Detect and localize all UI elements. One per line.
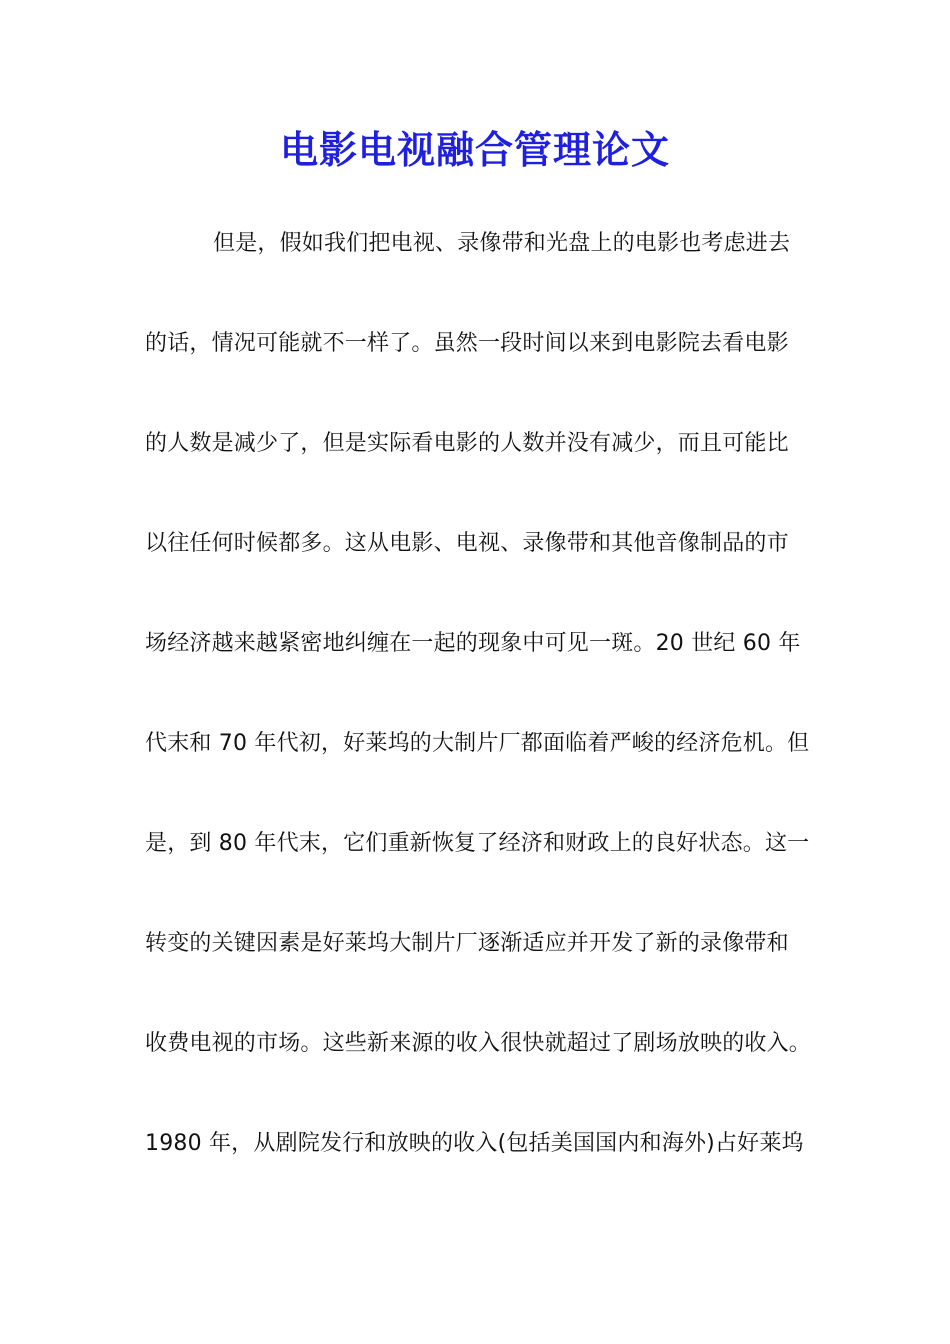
paragraph-line: 代末和 70 年代初，好莱坞的大制片厂都面临着严峻的经济危机。但 xyxy=(145,731,810,756)
document-body xyxy=(145,222,825,1222)
paragraph-line: 场经济越来越紧密地纠缠在一起的现象中可见一斑。20 世纪 60 年 xyxy=(145,631,801,656)
paragraph-line: 是，到 80 年代末，它们重新恢复了经济和财政上的良好状态。这一 xyxy=(145,831,810,856)
paragraph-line: 的话，情况可能就不一样了。虽然一段时间以来到电影院去看电影 xyxy=(145,331,789,356)
document-title: 电影电视融合管理论文 xyxy=(279,127,670,172)
paragraph-line: 收费电视的市场。这些新来源的收入很快就超过了剧场放映的收入。 xyxy=(145,1031,812,1056)
paragraph-line: 转变的关键因素是好莱坞大制片厂逐渐适应并开发了新的录像带和 xyxy=(145,931,789,956)
paragraph-line: 以往任何时候都多。这从电影、电视、录像带和其他音像制品的市 xyxy=(145,531,789,556)
paragraph-line: 但是，假如我们把电视、录像带和光盘上的电影也考虑进去 xyxy=(213,231,791,256)
paragraph-line: 的人数是减少了，但是实际看电影的人数并没有减少，而且可能比 xyxy=(145,431,789,456)
paragraph-line: 1980 年，从剧院发行和放映的收入(包括美国国内和海外)占好莱坞 xyxy=(145,1131,804,1156)
